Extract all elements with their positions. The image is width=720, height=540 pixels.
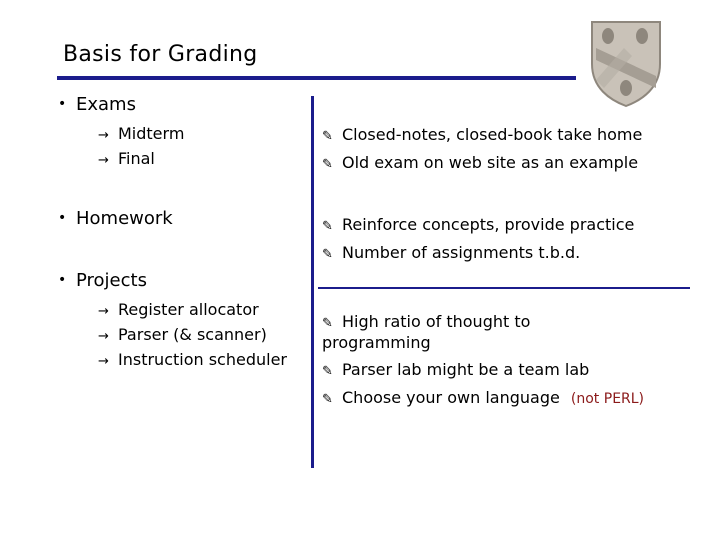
arrow-icon: → xyxy=(98,329,109,344)
not-perl-note: (not PERL) xyxy=(570,391,645,407)
bullet-homework xyxy=(58,208,173,229)
projects-note-ratio-cont: programming xyxy=(322,333,431,352)
pen-icon: ✎ xyxy=(322,316,333,331)
section-divider xyxy=(318,287,690,289)
bullet-icon: • xyxy=(58,96,67,112)
bullet-icon: • xyxy=(58,210,67,226)
projects-note-language: ✎ Choose your own language (not PERL) xyxy=(322,388,645,407)
slide-title: Basis for Grading xyxy=(63,42,258,67)
bullet-exams xyxy=(58,94,136,115)
exams-label: Exams xyxy=(76,94,136,115)
bullet-projects xyxy=(58,270,147,291)
pen-icon: ✎ xyxy=(322,364,333,379)
pen-icon: ✎ xyxy=(322,129,333,144)
homework-note: ✎ Number of assignments t.b.d. xyxy=(322,243,581,262)
exams-note: ✎ Closed-notes, closed-book take home xyxy=(322,125,643,144)
rice-owl-crest-icon xyxy=(588,18,664,108)
homework-note: ✎ Reinforce concepts, provide practice xyxy=(322,215,635,234)
pen-icon: ✎ xyxy=(322,157,333,172)
exams-item: → Final xyxy=(98,149,155,168)
title-underline xyxy=(57,76,576,80)
projects-item: → Parser (& scanner) xyxy=(98,325,267,344)
arrow-icon: → xyxy=(98,304,109,319)
projects-item: → Instruction scheduler xyxy=(98,350,287,369)
arrow-icon: → xyxy=(98,128,109,143)
projects-note-ratio: ✎ High ratio of thought to xyxy=(322,312,531,331)
pen-icon: ✎ xyxy=(322,219,333,234)
column-divider xyxy=(311,96,314,468)
projects-item: → Register allocator xyxy=(98,300,259,319)
pen-icon: ✎ xyxy=(322,247,333,262)
pen-icon: ✎ xyxy=(322,392,333,407)
arrow-icon: → xyxy=(98,153,109,168)
exams-item: → Midterm xyxy=(98,124,185,143)
exams-note: ✎ Old exam on web site as an example xyxy=(322,153,639,172)
projects-label: Projects xyxy=(76,270,147,291)
bullet-icon: • xyxy=(58,272,67,288)
projects-note-parser: ✎ Parser lab might be a team lab xyxy=(322,360,590,379)
homework-label: Homework xyxy=(76,208,173,229)
arrow-icon: → xyxy=(98,354,109,369)
